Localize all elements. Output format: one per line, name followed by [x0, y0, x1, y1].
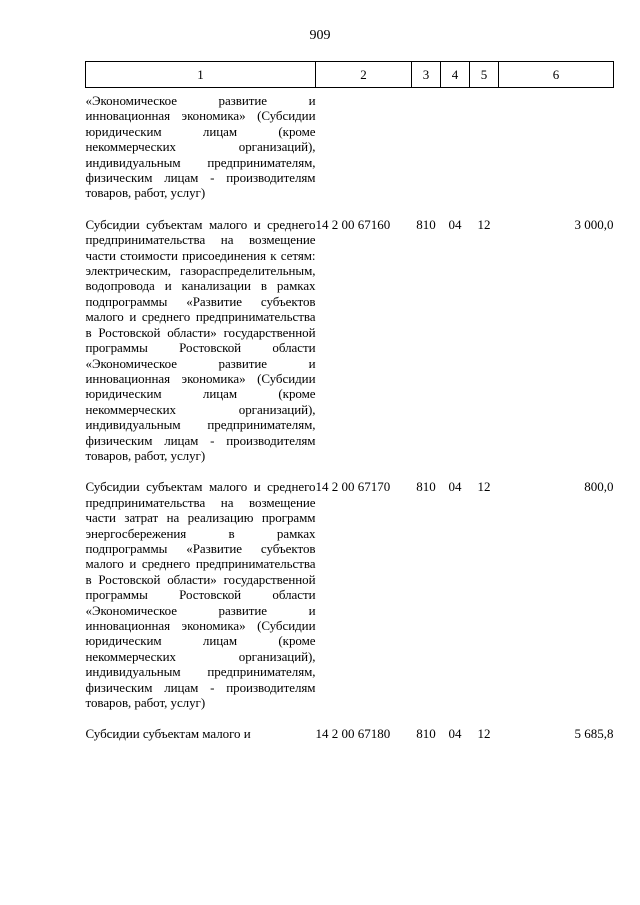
row-col-4	[441, 93, 470, 201]
header-col-2: 2	[316, 62, 412, 88]
budget-table	[85, 61, 614, 742]
row-col-5: 12	[477, 726, 491, 742]
header-col-1: 1	[86, 62, 316, 88]
header-col-3: 3	[412, 62, 441, 88]
table-row	[86, 479, 614, 710]
row-col-5	[470, 93, 499, 201]
row-amount	[499, 93, 614, 201]
row-description: Субсидии субъектам малого и среднего предпринимательства на возмещение части затрат на реализацию программ энергосбережения в рамках подпрограммы «Развитие субъектов малого и среднего предпринимательства в Ростовской области» государственной программы Ростовской области «Экономическое развитие и инновационная экономика» (Субсидии юридическим лицам (кроме некоммерческих организаций), индивидуальным предпринимателям, физическим лицам - производителям товаров, работ, услуг)	[85, 479, 316, 711]
table-row	[86, 726, 614, 741]
row-description: Субсидии субъектам малого и среднего предпринимательства на возмещение части стоимости присоединения к сетям: электрическим, газораспределительным, водопровода и канализации в рамках подпрограммы «Развитие субъектов малого и среднего предпринимательства в Ростовской области» государственной программы Ростовской области «Экономическое развитие и инновационная экономика» (Субсидии юридическим лицам (кроме некоммерческих организаций), индивидуальным предпринимателям, физическим лицам - производителям товаров, работ, услуг)	[85, 216, 316, 463]
row-col-3	[412, 93, 441, 201]
row-col-5: 12	[477, 216, 491, 232]
table-header-row	[86, 62, 614, 88]
row-description: Субсидии субъектам малого и	[85, 726, 251, 742]
table-row	[86, 217, 614, 464]
table-row	[86, 93, 614, 201]
header-col-5: 5	[470, 62, 499, 88]
header-col-4: 4	[441, 62, 470, 88]
row-amount: 3 000,0	[574, 216, 614, 232]
page-number: 909	[309, 28, 331, 43]
row-col-3: 810	[416, 479, 436, 495]
row-col-4: 04	[448, 216, 462, 232]
row-code	[316, 93, 412, 201]
row-col-3: 810	[416, 726, 436, 742]
row-col-5: 12	[477, 479, 491, 495]
row-code: 14 2 00 67180	[315, 726, 391, 742]
row-description: «Экономическое развитие и инновационная экономика» (Субсидии юридическим лицам (кроме некоммерческих организаций), индивидуальным предпринимателям, физическим лицам - производителям товаров, работ, услуг)	[85, 93, 316, 201]
row-col-3: 810	[416, 216, 436, 232]
row-col-4: 04	[448, 726, 462, 742]
row-col-4: 04	[448, 479, 462, 495]
header-col-6: 6	[499, 62, 614, 88]
row-amount: 5 685,8	[574, 726, 614, 742]
row-code: 14 2 00 67160	[315, 216, 391, 232]
row-code: 14 2 00 67170	[315, 479, 391, 495]
row-amount: 800,0	[584, 479, 614, 495]
